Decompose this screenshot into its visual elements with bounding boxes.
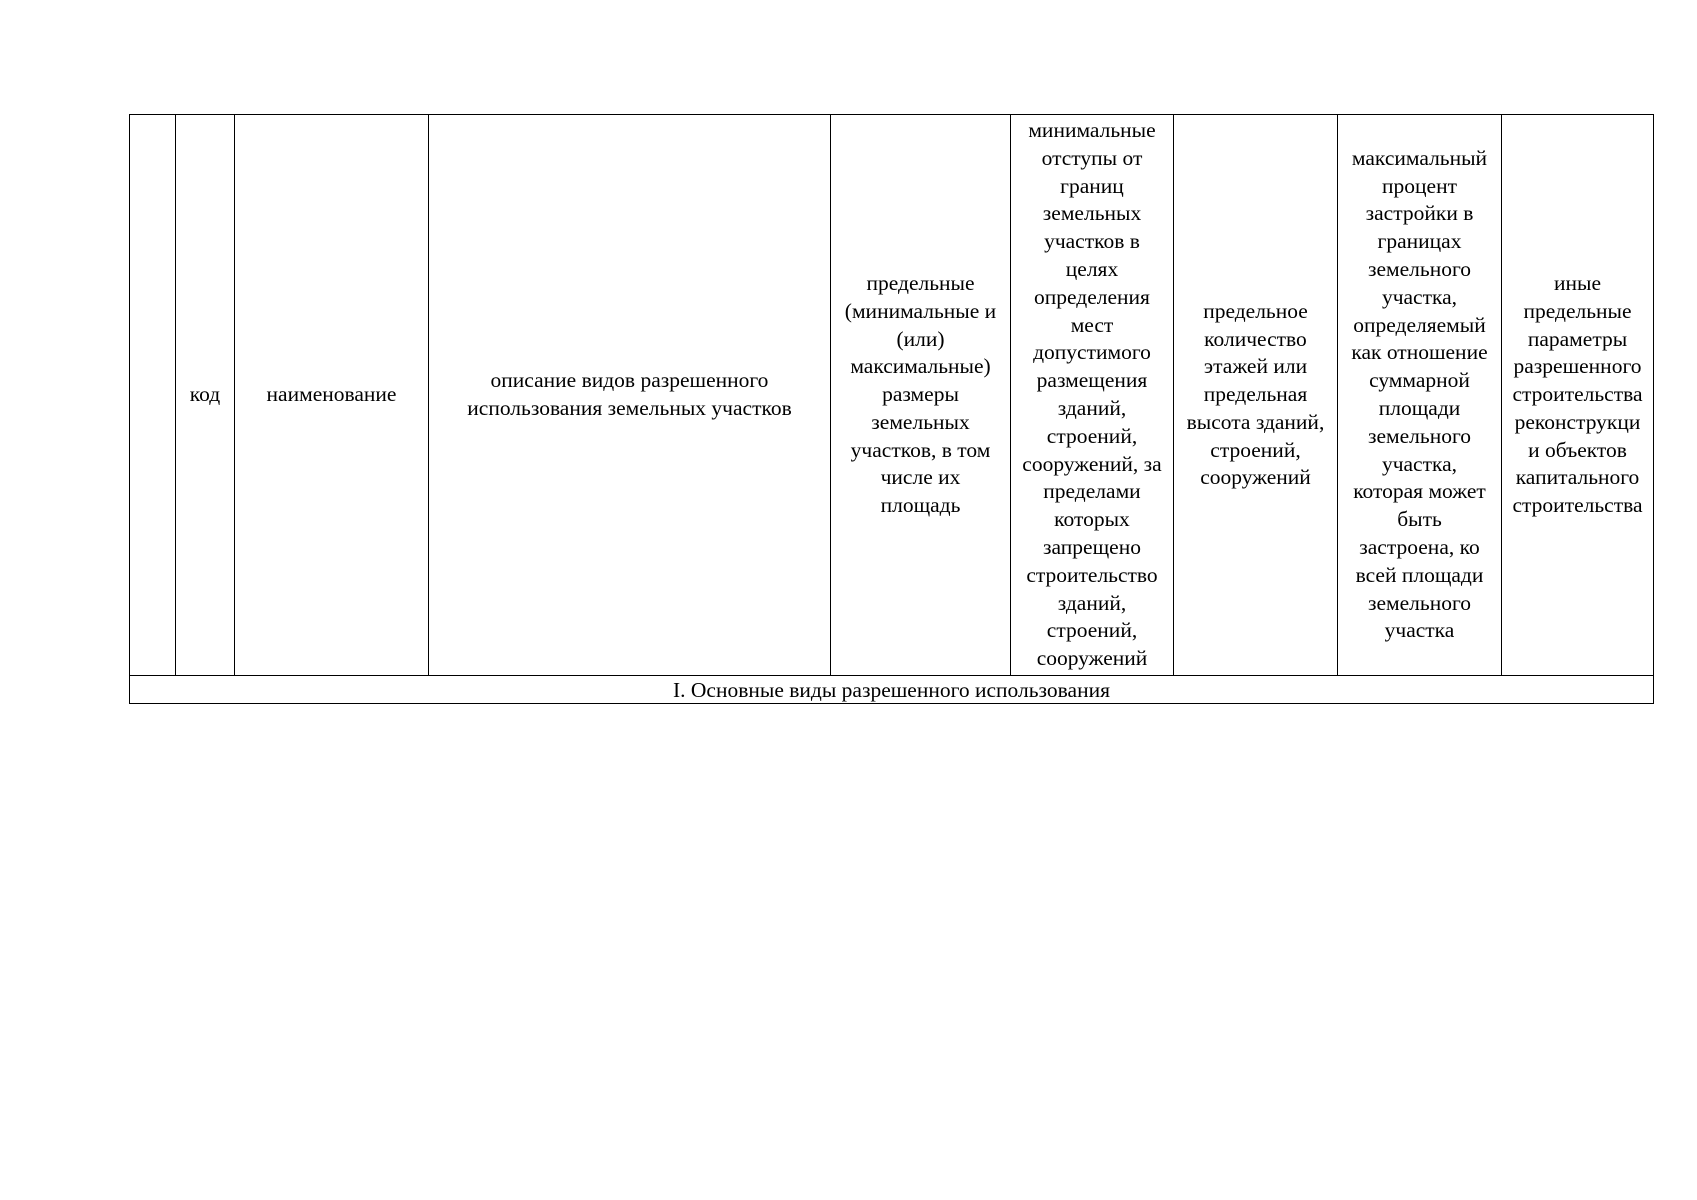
section-heading: I. Основные виды разрешенного использования (130, 676, 1654, 704)
header-cell-plot-size: предельные (минимальные и (или) максимальные) размеры земельных участков, в том числе их площадь (831, 115, 1011, 676)
table-header-row (130, 115, 1654, 676)
header-cell-name: наименование (235, 115, 429, 676)
header-cell-floors: предельное количество этажей или предельная высота зданий, строений, сооружений (1174, 115, 1338, 676)
header-cell-number (130, 115, 176, 676)
header-cell-coverage: максимальный процент застройки в границах земельного участка, определяемый как отношение суммарной площади земельного участка, которая может быть застроена, ко всей площади земельного участка (1338, 115, 1502, 676)
header-cell-setbacks: минимальные отступы от границ земельных участков в целях определения мест допустимого размещения зданий, строений, сооружений, за пределами которых запрещено строительство зданий, строений, сооружений (1011, 115, 1174, 676)
header-cell-code: код (176, 115, 235, 676)
document-page (129, 114, 1653, 704)
section-heading-row (130, 676, 1654, 704)
header-cell-other-parameters: иные предельные параметры разрешенного строительства реконструкци и объектов капитального строительства (1502, 115, 1654, 676)
land-use-regulations-table (129, 114, 1654, 704)
header-cell-description: описание видов разрешенного использования земельных участков (429, 115, 831, 676)
